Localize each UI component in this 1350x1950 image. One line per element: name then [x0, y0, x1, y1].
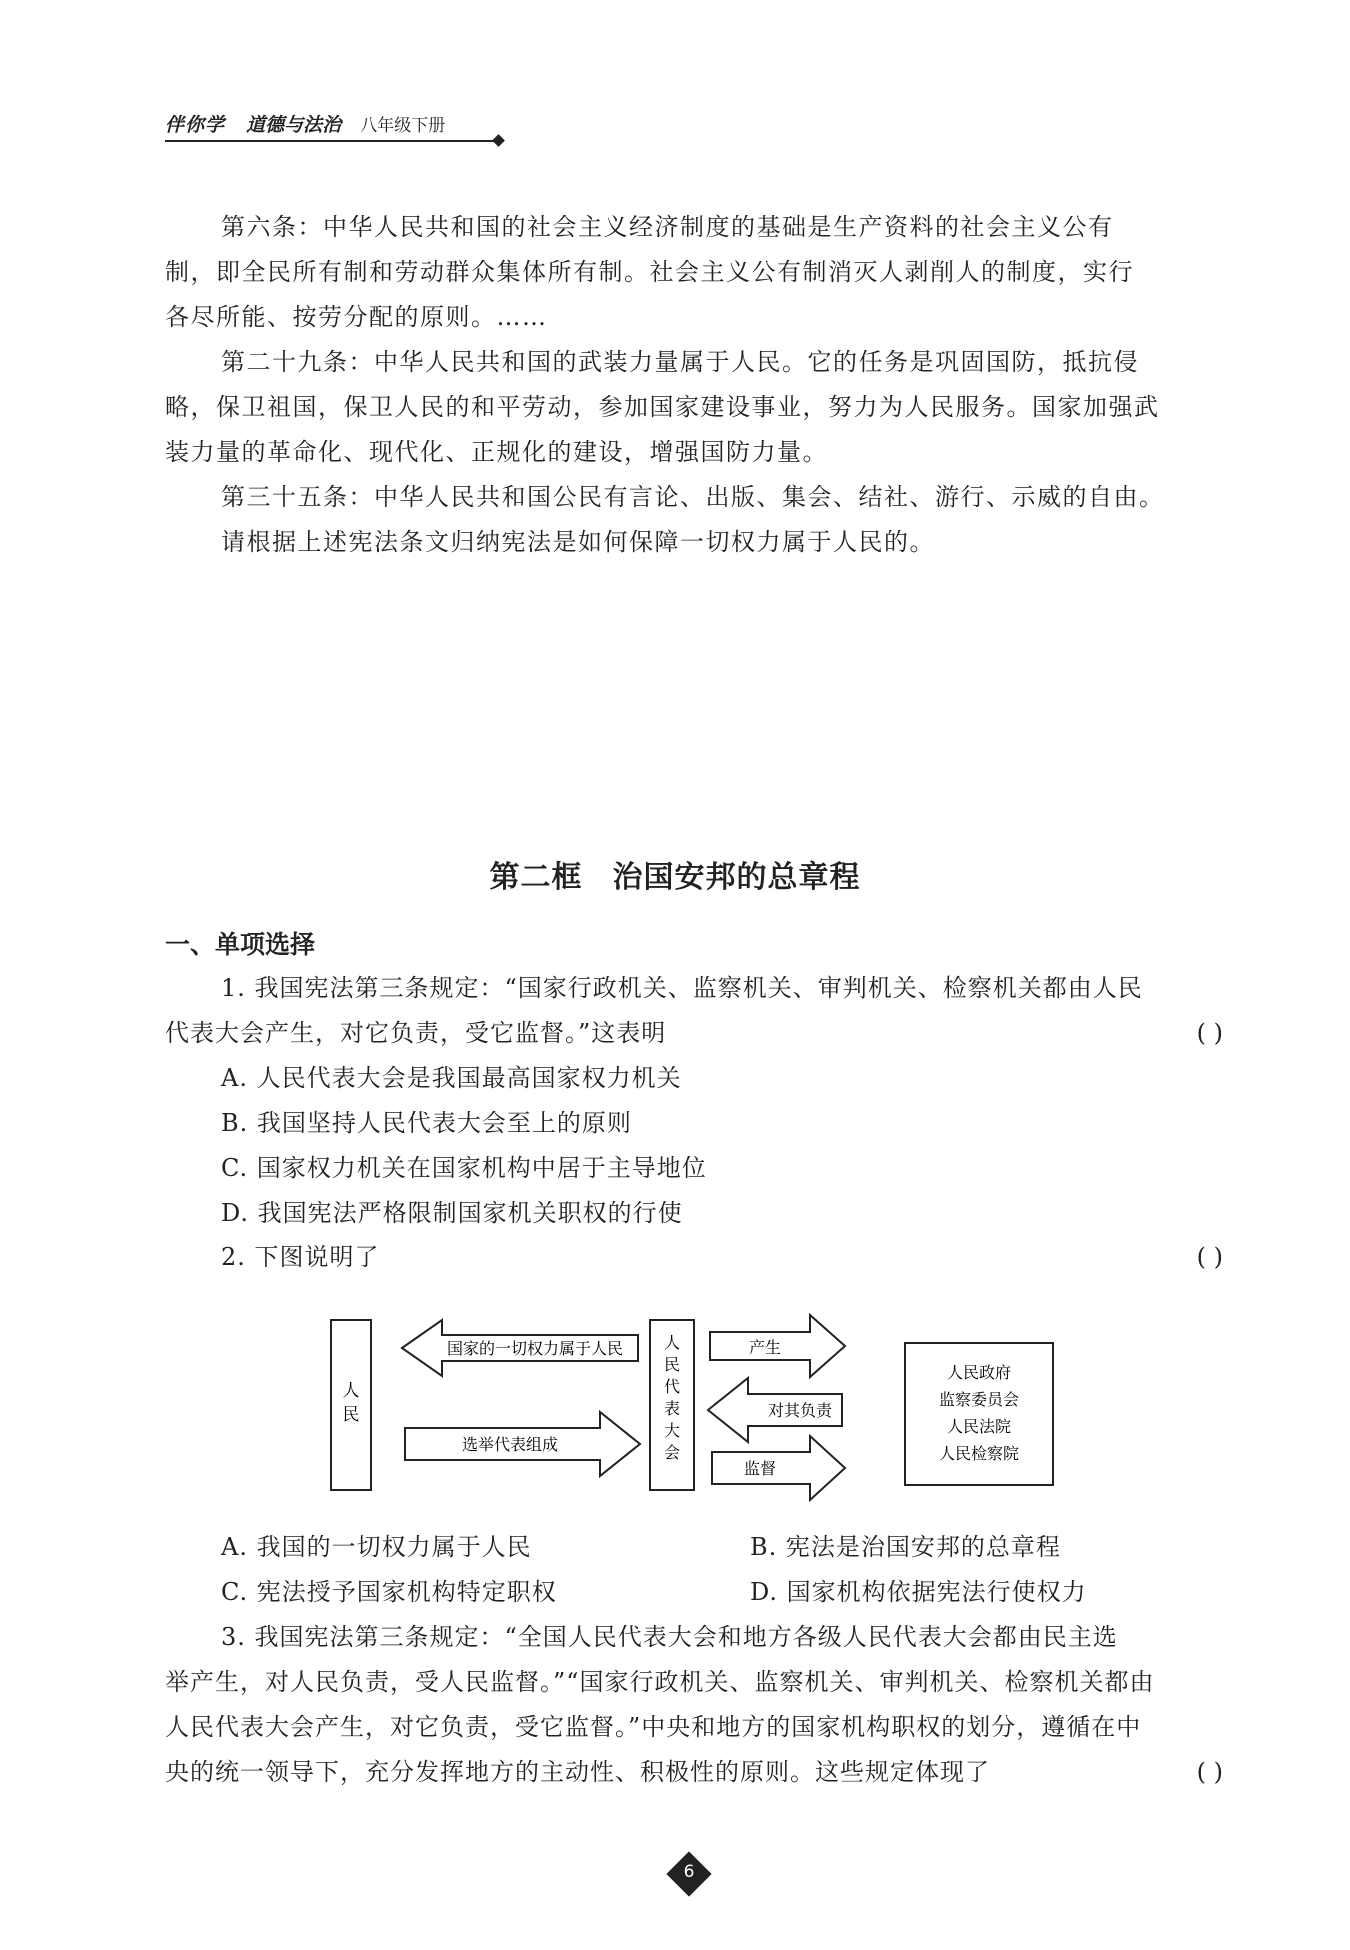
article-29-line-2: 略，保卫祖国，保卫人民的和平劳动，参加国家建设事业，努力为人民服务。国家加强武 — [165, 393, 1160, 421]
section-title-part-b: 治国安邦的总章程 — [612, 860, 861, 895]
question-2-line-1 — [165, 1235, 1223, 1280]
npc-char-4: 表 — [663, 1399, 681, 1418]
npc-char-5: 大 — [663, 1421, 681, 1440]
question-3-line-1: 3. 我国宪法第三条规定：“全国人民代表大会和地方各级人民代表大会都由民主选 — [221, 1623, 1118, 1651]
question-2-options-row-2 — [165, 1570, 1223, 1615]
constitution-articles — [165, 205, 1223, 565]
answer-paren[interactable]: ( ) — [1196, 1758, 1223, 1786]
section-title — [0, 852, 1350, 896]
article-6-line-2: 制，即全民所有制和劳动群众集体所有制。社会主义公有制消灭人剥削人的制度，实行 — [165, 258, 1134, 286]
arrow-produce-label: 产生 — [748, 1338, 782, 1357]
question-1-line-1: 1. 我国宪法第三条规定：“国家行政机关、监察机关、审判机关、检察机关都由人民 — [221, 974, 1143, 1002]
header-subject: 道德与法治 — [246, 114, 342, 136]
question-1-line-2-text: 代表大会产生，对它负责，受它监督。”这表明 — [165, 1019, 667, 1047]
arrow-elect-label: 选举代表组成 — [461, 1435, 559, 1454]
npc-char-2: 民 — [663, 1355, 681, 1374]
people-label-1: 人 — [342, 1381, 360, 1401]
article-29-line-1: 第二十九条：中华人民共和国的武装力量属于人民。它的任务是巩固国防，抵抗侵 — [221, 348, 1139, 376]
article-6-line-1: 第六条：中华人民共和国的社会主义经济制度的基础是生产资料的社会主义公有 — [221, 213, 1114, 241]
header-rule — [165, 140, 497, 142]
question-3 — [165, 1615, 1223, 1795]
article-29-line-3: 装力量的革命化、现代化、正规化的建设，增强国防力量。 — [165, 438, 828, 466]
question-2-options-row-1 — [165, 1525, 1223, 1570]
question-3-line-2: 举产生，对人民负责，受人民监督。”“国家行政机关、监察机关、审判机关、检察机关都由 — [165, 1668, 1155, 1696]
header-brand: 伴你学 — [165, 114, 226, 136]
exercise-prompt: 请根据上述宪法条文归纳宪法是如何保障一切权力属于人民的。 — [221, 528, 935, 556]
answer-paren[interactable]: ( ) — [1196, 1243, 1223, 1271]
option-b[interactable]: B. 宪法是治国安邦的总章程 — [750, 1533, 1061, 1561]
arrow-responsible-label: 对其负责 — [767, 1401, 833, 1420]
question-3-line-4 — [165, 1750, 1223, 1795]
npc-char-6: 会 — [663, 1443, 681, 1462]
page-number: 6 — [683, 1862, 695, 1882]
arrow-all-power-label: 国家的一切权力属于人民 — [446, 1339, 624, 1358]
header-diamond-icon — [492, 134, 505, 147]
option-b[interactable]: B. 我国坚持人民代表大会至上的原则 — [221, 1109, 632, 1137]
question-2 — [165, 1235, 1223, 1280]
header-grade: 八年级下册 — [360, 116, 446, 136]
question-1 — [165, 966, 1223, 1236]
organ-supervision-commission: 监察委员会 — [938, 1390, 1020, 1409]
question-3-line-4-text: 央的统一领导下，充分发挥地方的主动性、积极性的原则。这些规定体现了 — [165, 1758, 990, 1786]
people-npc-diagram — [330, 1310, 1060, 1510]
option-d[interactable]: D. 国家机构依据宪法行使权力 — [750, 1578, 1087, 1606]
option-a[interactable]: A. 人民代表大会是我国最高国家权力机关 — [221, 1064, 682, 1092]
question-2-text: 2. 下图说明了 — [221, 1243, 380, 1271]
option-c[interactable]: C. 宪法授予国家机构特定职权 — [221, 1578, 557, 1606]
people-label-2: 民 — [342, 1405, 360, 1425]
question-1-line-2 — [165, 1011, 1223, 1056]
arrow-supervise-label: 监督 — [743, 1459, 777, 1478]
option-a[interactable]: A. 我国的一切权力属于人民 — [221, 1533, 532, 1561]
organ-government: 人民政府 — [946, 1363, 1012, 1382]
article-6-line-3: 各尽所能、按劳分配的原则。…… — [165, 303, 548, 331]
diagram-svg — [330, 1310, 1060, 1510]
running-header — [165, 110, 505, 150]
question-2-options — [165, 1525, 1223, 1615]
question-3-line-3: 人民代表大会产生，对它负责，受它监督。”中央和地方的国家机构职权的划分，遵循在中 — [165, 1713, 1142, 1741]
arrow-supervise — [712, 1436, 845, 1500]
npc-char-3: 代 — [663, 1377, 681, 1396]
answer-paren[interactable]: ( ) — [1196, 1019, 1223, 1047]
option-c[interactable]: C. 国家权力机关在国家机构中居于主导地位 — [221, 1154, 707, 1182]
npc-char-1: 人 — [663, 1333, 681, 1352]
organ-procuratorate: 人民检察院 — [938, 1444, 1020, 1463]
option-d[interactable]: D. 我国宪法严格限制国家机关职权的行使 — [221, 1199, 683, 1227]
organ-court: 人民法院 — [946, 1417, 1012, 1436]
article-35: 第三十五条：中华人民共和国公民有言论、出版、集会、结社、游行、示威的自由。 — [221, 483, 1165, 511]
part-title: 一、单项选择 — [165, 930, 316, 959]
section-title-part-a: 第二框 — [489, 860, 583, 895]
